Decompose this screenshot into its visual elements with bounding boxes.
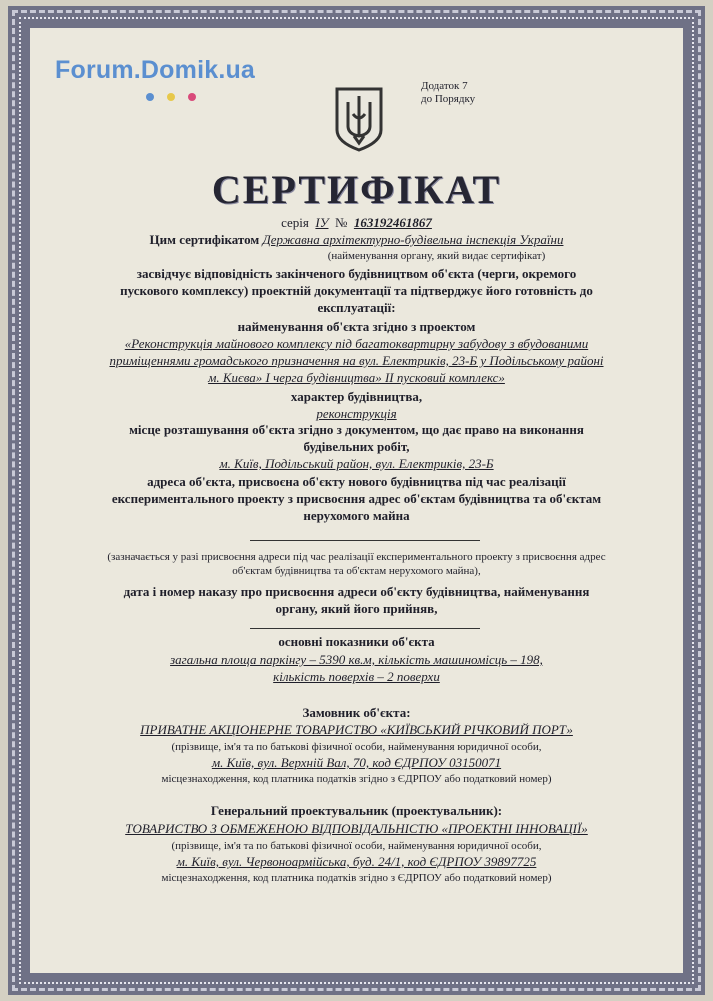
annex-line-1: Додаток 7 — [421, 80, 468, 92]
address-line-1: адреса об'єкта, присвоєна об'єкту нового будівництва під час реалізації — [147, 474, 566, 489]
customer-address: м. Київ, вул. Верхній Вал, 70, код ЄДРПОУ 03150071 — [211, 755, 502, 770]
order-blank-line — [250, 628, 480, 629]
object-name-line-2: приміщеннями громадського призначення на вул. Електриків, 23-Б у Подільському районі — [109, 353, 604, 368]
designer-hint-1: (прізвище, ім'я та по батькові фізичної особи, найменування юридичної особи, — [171, 840, 542, 852]
certifies-line-3: експлуатації: — [317, 300, 396, 315]
designer-label: Генеральний проектувальник (проектувальник): — [210, 803, 503, 818]
watermark-dot-pink — [188, 93, 196, 101]
certificate-title: СЕРТИФІКАТ — [211, 167, 502, 212]
address-blank-line — [250, 540, 480, 541]
number-value: 163192461867 — [353, 215, 432, 230]
number-label: № — [334, 215, 348, 230]
customer-label: Замовник об'єкта: — [302, 705, 411, 720]
annex-note — [421, 80, 475, 106]
issuer-name: Державна архітектурно-будівельна інспекція України — [262, 232, 564, 247]
watermark-logo: Forum.Domik.ua — [55, 56, 256, 84]
customer-hint-1: (прізвище, ім'я та по батькові фізичної особи, найменування юридичної особи, — [171, 741, 542, 753]
address-hint-1: (зазначається у разі присвоєння адреси під час реалізації експериментального проекту з присвоєння адрес — [107, 551, 606, 563]
designer-hint-2: місцезнаходження, код платника податків згідно з ЄДРПОУ або податковий номер) — [161, 872, 552, 884]
indicators-line-2: кількість поверхів – 2 поверхи — [273, 669, 440, 684]
issuer-hint: (найменування органу, який видає сертифікат) — [327, 250, 546, 262]
coat-of-arms-icon — [334, 86, 384, 152]
address-line-2: експериментального проекту з присвоєння адрес об'єктам будівництва та об'єктам — [111, 491, 602, 506]
issuer-line — [0, 232, 713, 248]
watermark-dots — [146, 88, 209, 106]
construction-type-value: реконструкція — [316, 406, 397, 421]
certifies-line-2: пускового комплексу) проектній документації та підтверджує його готовність до — [120, 283, 593, 298]
certifies-line-1: засвідчує відповідність закінченого будівництвом об'єкта (черги, окремого — [136, 266, 577, 281]
customer-hint-2: місцезнаходження, код платника податків згідно з ЄДРПОУ або податковий номер) — [161, 773, 552, 785]
issuer-prefix: Цим сертифікатом — [149, 232, 260, 247]
location-label-1: місце розташування об'єкта згідно з документом, що дає право на виконання — [129, 422, 584, 437]
object-name-line-3: м. Києва» І черга будівництва» ІІ пусковий комплекс» — [208, 370, 505, 385]
series-label: серія — [281, 215, 309, 230]
annex-line-2: до Порядку — [421, 93, 476, 105]
object-name-label: найменування об'єкта згідно з проектом — [237, 319, 476, 334]
watermark-dot-blue — [146, 93, 154, 101]
customer-name: ПРИВАТНЕ АКЦІОНЕРНЕ ТОВАРИСТВО «КИЇВСЬКИЙ РІЧКОВИЙ ПОРТ» — [140, 722, 573, 737]
series-line — [0, 215, 713, 231]
indicators-label: основні показники об'єкта — [278, 634, 435, 649]
construction-type-label: характер будівництва, — [290, 389, 423, 404]
order-line-2: органу, який його прийняв, — [275, 601, 438, 616]
address-line-3: нерухомого майна — [303, 508, 410, 523]
series-value: ІУ — [315, 215, 329, 230]
location-value: м. Київ, Подільський район, вул. Електриків, 23-Б — [219, 456, 494, 471]
location-label-2: будівельних робіт, — [303, 439, 410, 454]
designer-name: ТОВАРИСТВО З ОБМЕЖЕНОЮ ВІДПОВІДАЛЬНІСТЮ «ПРОЕКТНІ ІННОВАЦІЇ» — [125, 821, 588, 836]
watermark-dot-yellow — [167, 93, 175, 101]
address-hint-2: об'єктам будівництва та об'єктам нерухомого майна), — [232, 565, 481, 577]
indicators-line-1: загальна площа паркінгу – 5390 кв.м, кількість машиномісць – 198, — [170, 652, 543, 667]
order-line-1: дата і номер наказу про присвоєння адреси об'єкту будівництва, найменування — [123, 584, 590, 599]
object-name-line-1: «Реконструкція майнового комплексу під багатоквартирну забудову з вбудованими — [124, 336, 589, 351]
designer-address: м. Київ, вул. Червоноармійська, буд. 24/1, код ЄДРПОУ 39897725 — [176, 854, 537, 869]
